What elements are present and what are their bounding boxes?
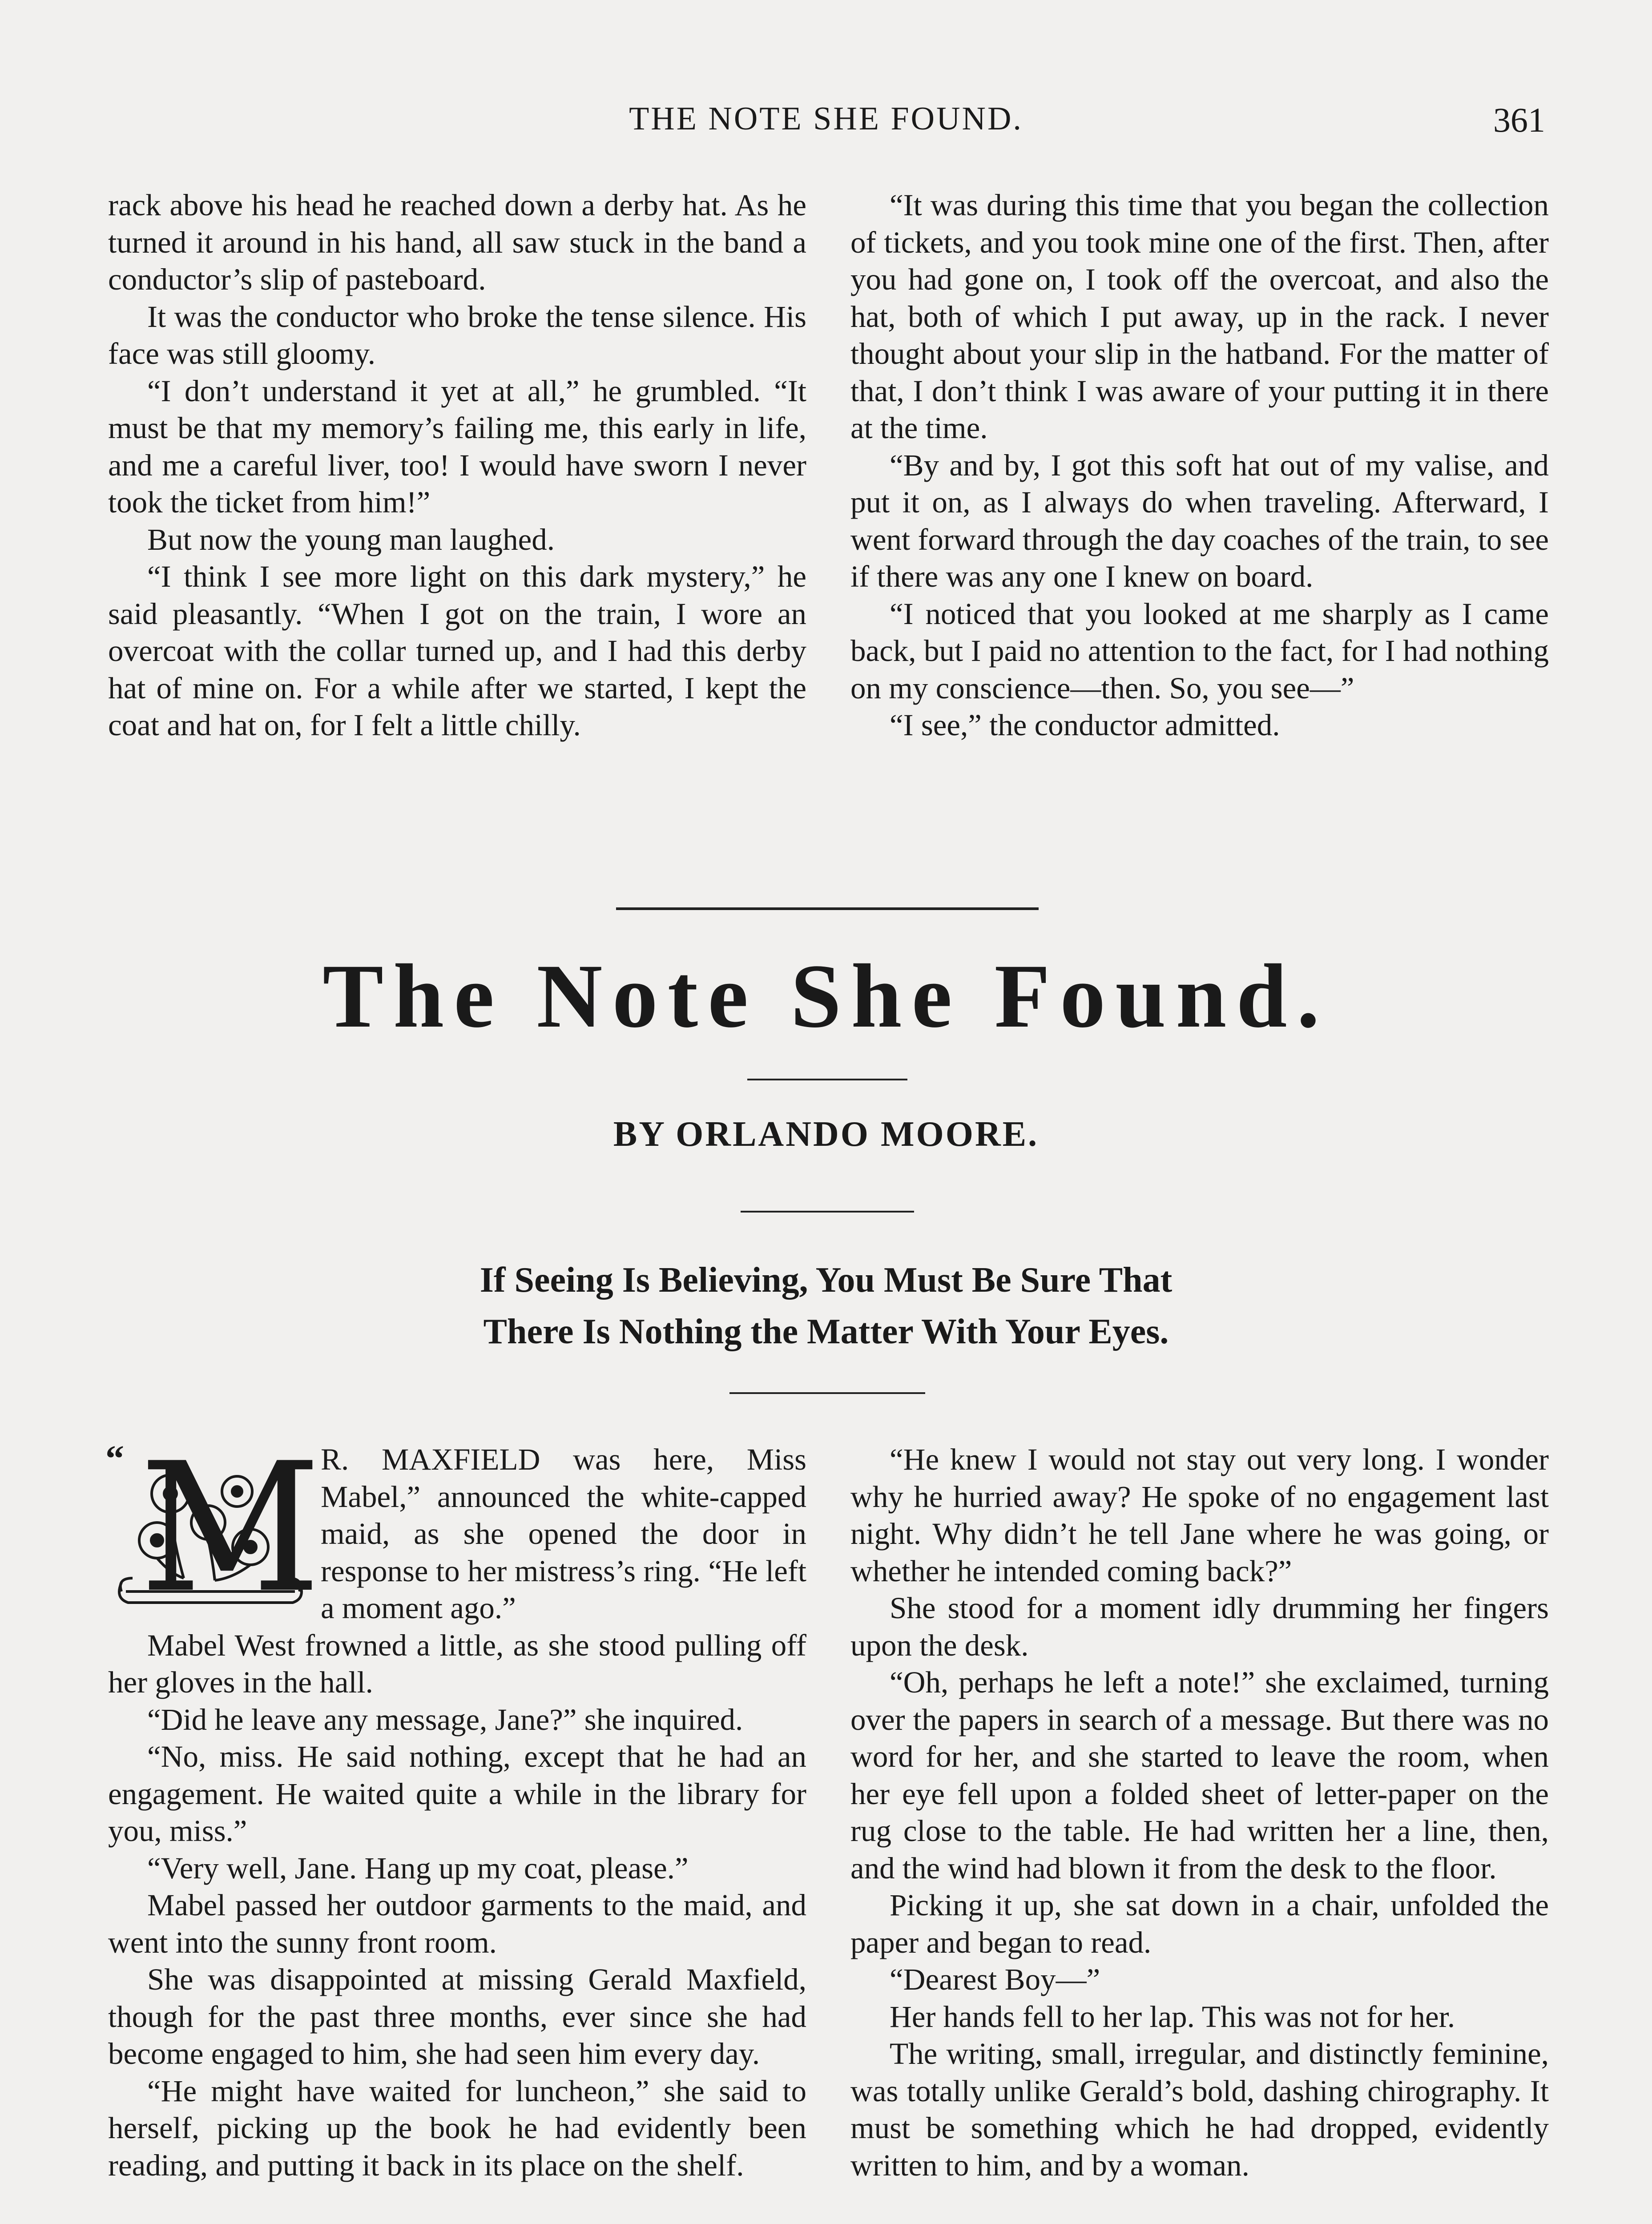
opening-quote-mark: “ xyxy=(105,1438,124,1479)
prev-story-left-column xyxy=(108,187,806,744)
paragraph: Her hands fell to her lap. This was not for her. xyxy=(890,1999,1455,2034)
drop-cap-letter: M xyxy=(139,1425,322,1632)
subheading-rule xyxy=(729,1392,925,1394)
paragraph: It was the conductor who broke the tense silence. His face was still gloomy. xyxy=(108,299,806,371)
paragraph: “Dearest Boy—” xyxy=(890,1962,1100,1996)
section-divider-rule xyxy=(616,907,1039,910)
paragraph: “Did he leave any message, Jane?” she inquired. xyxy=(147,1702,743,1736)
paragraph: “Very well, Jane. Hang up my coat, please.” xyxy=(147,1851,689,1885)
paragraph: She stood for a moment idly drumming her fingers upon the desk. xyxy=(850,1591,1549,1662)
paragraph: R. MAXFIELD was here, Miss Mabel,” announced the white-capped maid, as she opened the door in response to her mistress’s ring. “He left a moment ago.” xyxy=(321,1442,806,1625)
paragraph: But now the young man laughed. xyxy=(147,522,555,556)
paragraph: Mabel passed her outdoor garments to the maid, and went into the sunny front room. xyxy=(108,1888,806,1959)
opening-paragraph xyxy=(105,1425,806,1632)
paragraph: She was disappointed at missing Gerald Maxfield, though for the past three months, ever since she had become engaged to him, she had seen him every day. xyxy=(108,1962,806,2071)
drop-cap xyxy=(108,1425,322,1632)
paragraph: “I think I see more light on this dark mystery,” he said pleasantly. “When I got on the train, I wore an overcoat with the collar turned up, and I had this derby hat of mine on. For a while after we started, I kept the coat and hat on, for I felt a little chilly. xyxy=(108,560,806,742)
paragraph: The writing, small, irregular, and distinctly feminine, was totally unlike Gerald’s bold, dashing chirography. It must be something which he had dropped, evidently written to him, and by a woman. xyxy=(850,2037,1549,2182)
paragraph: “I noticed that you looked at me sharply as I came back, but I paid no attention to the fact, for I had nothing on my conscience—then. So, you see—” xyxy=(850,596,1549,705)
paragraph: “It was during this time that you began the collection of tickets, and you took mine one of the first. Then, after you had gone on, I took off the overcoat, and also the hat, both of which I put away, up in the rack. I never thought about your slip in the hatband. For the matter of that, I don’t think I was aware of your putting it in there at the time. xyxy=(850,188,1549,445)
paragraph: “I don’t understand it yet at all,” he grumbled. “It must be that my memory’s failing me, this early in life, and me a careful liver, too! I would have sworn I never took the ticket from him!” xyxy=(108,374,806,519)
paragraph: Mabel West frowned a little, as she stood pulling off her gloves in the hall. xyxy=(108,1628,806,1699)
story-left-column xyxy=(105,1425,806,2184)
paragraph: “No, miss. He said nothing, except that he had an engagement. He waited quite a while in the library for you, miss.” xyxy=(108,1740,806,1848)
paragraph: “Oh, perhaps he left a note!” she exclaimed, turning over the papers in search of a message. But there was no word for her, and she started to leave the room, when her eye fell upon a folded sheet of letter-paper on the rug close to the table. He had written her a line, then, and the wind had blown it from the desk to the floor. xyxy=(850,1665,1549,1885)
paragraph: “He might have waited for luncheon,” she said to herself, picking up the book he had evidently been reading, and putting it back in its place on the shelf. xyxy=(108,2074,806,2182)
prev-story-right-column xyxy=(850,187,1549,744)
running-head xyxy=(0,100,1652,149)
page-number: 361 xyxy=(1493,101,1545,139)
story-right-column xyxy=(850,1441,1549,2184)
subheading-line-2: There Is Nothing the Matter With Your Eyes. xyxy=(483,1312,1169,1351)
paragraph: “He knew I would not stay out very long. I wonder why he hurried away? He spoke of no engagement last night. Why didn’t he tell Jane where he was going, or whether he intended coming back?” xyxy=(850,1442,1549,1588)
running-head-title: THE NOTE SHE FOUND. xyxy=(629,101,1023,137)
byline: BY ORLANDO MOORE. xyxy=(613,1115,1039,1154)
story-title: The Note She Found. xyxy=(322,946,1330,1047)
paragraph: Picking it up, she sat down in a chair, unfolded the paper and began to read. xyxy=(850,1888,1549,1959)
byline-rule xyxy=(741,1211,914,1213)
paragraph: “I see,” the conductor admitted. xyxy=(890,708,1280,742)
title-rule xyxy=(747,1079,907,1080)
subheading xyxy=(0,1254,1652,1358)
subheading-line-1: If Seeing Is Believing, You Must Be Sure That xyxy=(479,1261,1173,1300)
paragraph: rack above his head he reached down a derby hat. As he turned it around in his hand, all saw stuck in the band a conductor’s slip of pasteboard. xyxy=(108,188,806,296)
paragraph: “By and by, I got this soft hat out of my valise, and put it on, as I always do when traveling. Afterward, I went forward through the day coaches of the train, to see if there was any one I knew on board. xyxy=(850,448,1549,593)
